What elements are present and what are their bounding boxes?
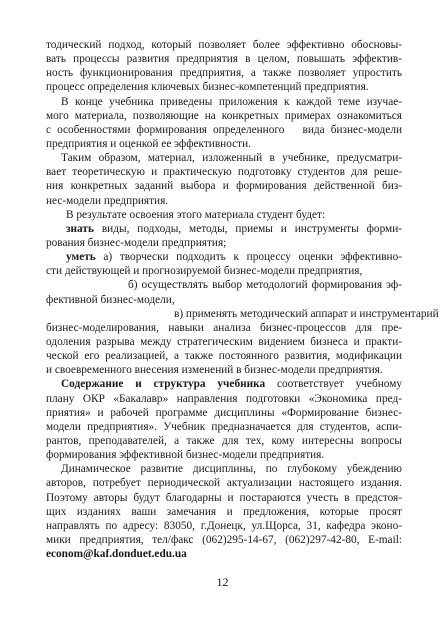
text-line: формирования эффективной бизнес-модели предприятия. <box>46 449 325 462</box>
text-line: авторов, потребует периодической актуализации настоящего издания. <box>46 477 402 490</box>
text-line: одоления разрыва между стратегическим видением бизнеса и практи- <box>46 335 402 348</box>
skill-label: уметь <box>66 251 96 264</box>
text-line: направлять по адресу: 83050, г.Донецк, ул.Щорса, 31, кафедра эконо- <box>46 519 402 532</box>
text-line: Динамическое развитие дисциплины, по глубокому убеждению <box>61 463 402 476</box>
text-line: вает теоретическую и практическую подготовку студентов для реше- <box>46 166 402 179</box>
text-line: Таким образом, материал, изложенный в учебнике, предусматри- <box>61 152 402 165</box>
text-line: бизнес-моделирования, навыки анализа бизнес-процессов для пре- <box>46 321 402 334</box>
text-line: предприятия и оценкой ее эффективности. <box>46 137 251 150</box>
email-address: econom@kaf.donduet.edu.ua <box>46 548 187 561</box>
text-line: В конце учебника приведены приложения к каждой теме изучае- <box>61 95 402 108</box>
text-line: модели предприятия». Учебник предназначается для студентов, аспи- <box>46 420 402 433</box>
contents-label: Содержание и структура учебника <box>61 378 266 391</box>
know-line <box>46 222 402 236</box>
text-line: вать процессы развития предприятия в целом, повышать эффектив- <box>46 53 402 66</box>
text-line: фективной бизнес-модели, <box>46 293 175 306</box>
text-line: тодический подход, который позволяет более эффективно обосновы- <box>46 39 402 51</box>
page-number: 12 <box>216 575 229 589</box>
text-line: в) применять методический аппарат и инструментарий <box>174 307 439 320</box>
text-line: приятия» и рабочей программе дисциплины «Формирование бизнес- <box>46 406 402 419</box>
text-line: ческой его реализацией, а также постоянного развития, модификации <box>46 350 402 363</box>
text-line: мого материала, позволяющие на конкретных примерах ознакомиться <box>46 109 402 122</box>
text-line: ность функционирования предприятия, а также позволяет упростить <box>46 67 402 80</box>
text-line: с особенностями формирования определенного вида бизнес-модели <box>46 123 402 136</box>
text-line: В результате освоения этого материала студент будет: <box>66 208 326 221</box>
text-line: и своевременного внесения изменений в бизнес-модели предприятия. <box>46 364 383 377</box>
text-run: а) творчески подходить к процессу оценки эффективно- <box>95 251 402 264</box>
text-line: ния конкретных заданий выбора и формирования действенной биз- <box>46 180 402 193</box>
text-line: процесс определения ключевых бизнес-компетенций предприятия. <box>46 81 369 94</box>
know-label: знать <box>66 222 94 235</box>
text-run: соответствует учебному <box>265 378 402 391</box>
skill-line <box>46 250 402 264</box>
body-text <box>46 38 439 561</box>
text-line: щих изданиях ваши замечания и предложения, которые просят <box>46 505 402 518</box>
text-line: сти действующей и прогнозируемой бизнес-модели предприятия, <box>46 265 363 278</box>
text-line: Поэтому авторы будут благодарны и постараются учесть в предстоя- <box>46 491 402 504</box>
text-line: рантов, преподавателей, а также для тех, кому интересны вопросы <box>46 434 402 447</box>
text-run: виды, подходы, методы, приемы и инструменты форми- <box>93 222 402 235</box>
text-line: б) осуществлять выбор методологий формирования эф- <box>128 279 402 292</box>
text-line: плану ОКР «Бакалавр» направления подготовки «Экономика пред- <box>46 392 402 405</box>
text-line: нес-модели предприятия. <box>46 194 169 207</box>
contents-line <box>46 377 402 391</box>
text-line: рования бизнес-модели предприятия; <box>46 236 227 249</box>
text-line: мики предприятия, тел/факс (062)295-14-67, (062)297-42-80, E-mail: <box>46 533 402 546</box>
